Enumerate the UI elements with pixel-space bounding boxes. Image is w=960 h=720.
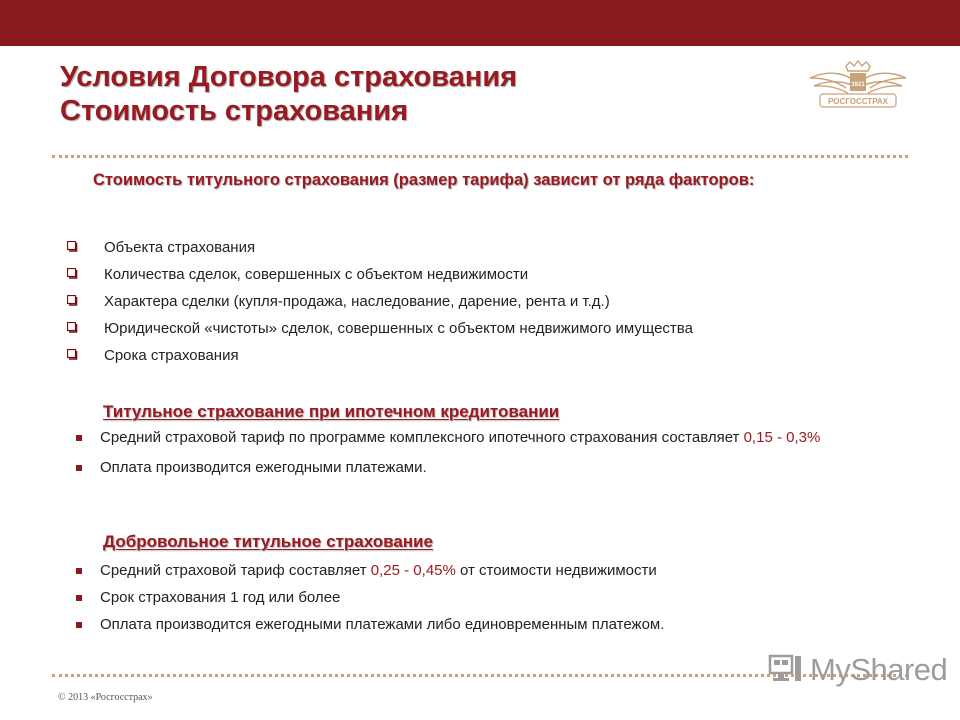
checkbox-bullet-icon [67,241,78,252]
voluntary-tariff-suffix: от стоимости недвижимости [455,562,657,579]
square-bullet-icon [76,435,82,441]
factors-list [64,234,693,369]
mortgage-tariff-value: 0,15 - 0,3% [743,429,821,446]
title-line-1: Условия Договора страхования [60,61,518,93]
top-bar [0,0,960,46]
copyright-footer: © 2013 «Росгосстрах» [58,692,153,703]
divider-top [52,155,908,158]
factor-text: Объекта страхования [104,239,256,256]
factor-text: Юридической «чистоты» сделок, совершенных с объектом недвижимого имущества [104,320,693,337]
list-item [64,561,824,581]
list-item [64,615,824,635]
square-bullet-icon [76,465,82,471]
voluntary-payment-text: Оплата производится ежегодными платежами либо единовременным платежом. [100,616,665,633]
voluntary-tariff-text: Средний страховой тариф составляет [100,562,371,579]
list-item [64,458,824,478]
list-item [64,261,693,288]
mortgage-heading: Титульное страхование при ипотечном кредитовании [103,402,560,421]
checkbox-bullet-icon [67,349,78,360]
list-item [64,315,693,342]
mortgage-list [64,428,824,488]
myshared-monitor-icon [768,653,804,687]
svg-text:РОСГОССТРАХ: РОСГОССТРАХ [828,97,888,106]
voluntary-term-text: Срок страхования 1 год или более [100,589,341,606]
factor-text: Срока страхования [104,347,239,364]
mortgage-payment-text: Оплата производится ежегодными платежами. [100,459,427,476]
mortgage-tariff-text: Средний страховой тариф по программе комплексного ипотечного страхования составляет [100,429,744,446]
list-item [64,234,693,261]
myshared-watermark[interactable] [768,650,947,690]
rosgosstrakh-logo [806,60,910,120]
voluntary-heading: Добровольное титульное страхование [103,532,433,551]
page-title [60,60,517,128]
myshared-label: MyShared [810,652,948,687]
list-item [64,342,693,369]
list-item [64,588,824,608]
list-item [64,428,824,448]
voluntary-list [64,561,824,645]
svg-text:1921: 1921 [851,82,865,88]
checkbox-bullet-icon [67,322,78,333]
factor-text: Количества сделок, совершенных с объектом недвижимости [104,266,529,283]
square-bullet-icon [76,568,82,574]
checkbox-bullet-icon [67,268,78,279]
square-bullet-icon [76,595,82,601]
square-bullet-icon [76,622,82,628]
title-line-2: Стоимость страхования [60,95,409,127]
checkbox-bullet-icon [67,295,78,306]
factor-text: Характера сделки (купля-продажа, наследование, дарение, рента и т.д.) [104,293,610,310]
voluntary-tariff-value: 0,25 - 0,45% [370,562,456,579]
intro-text: Стоимость титульного страхования (размер тарифа) зависит от ряда факторов: [93,171,755,189]
list-item [64,288,693,315]
